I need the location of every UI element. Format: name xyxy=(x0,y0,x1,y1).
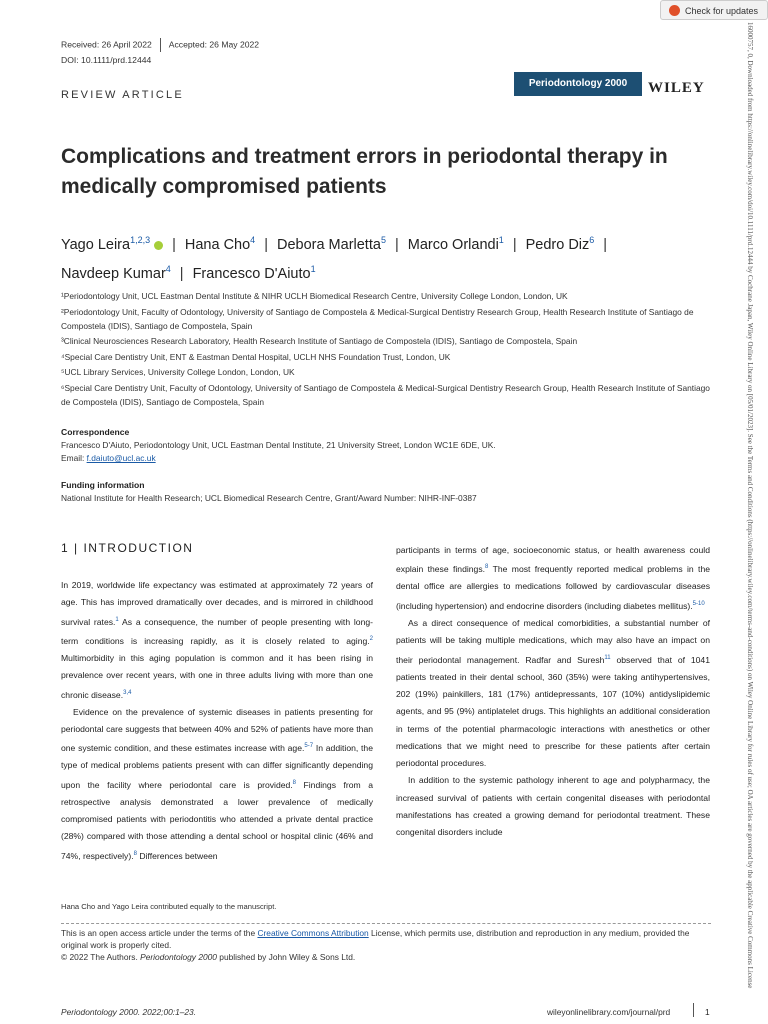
article-type: REVIEW ARTICLE xyxy=(61,89,184,101)
affiliation-item: ⁵UCL Library Services, University College London, London, UK xyxy=(61,367,295,377)
email-label: Email: xyxy=(61,453,87,463)
paragraph: In addition to the systemic pathology inherent to age and polypharmacy, the increased survival of patients with certain congenital diseases with periodontal manifestations has created a growing demand for periodontal treatment. These congenital disorders include xyxy=(396,775,710,838)
section-heading-introduction: 1 | INTRODUCTION xyxy=(61,541,194,555)
author-name: Francesco D'Aiuto xyxy=(192,265,311,282)
funding-heading: Funding information xyxy=(61,480,145,490)
author-affil[interactable]: 6 xyxy=(589,235,595,245)
funding-text: National Institute for Health Research; UCL Biomedical Research Centre, Grant/Award Number: NIHR-INF-0387 xyxy=(61,493,477,503)
paragraph: In 2019, worldwide life expectancy was estimated at approximately 72 years of age. This has improved dramatically over decades, and is mirrored in childhood survival rates.$^1$ As a consequence, the number of people presenting with long-term conditions is increasing rapidly, as it is closely related to aging.$^2$ Multimorbidity in this aging population is common and it has been rising in prevalence over recent years, with one in three adults living with more than one chronic disease.$^{3,4}$ xyxy=(61,580,373,700)
author-name: Yago Leira xyxy=(61,236,131,253)
author-list: Yago Leira$^{1,2,3}$ | Hana Cho$^4$ | Debora Marletta$^5$ | Marco Orlandi$^1$ | Pedro Diz$^6$ | Navdeep Kumar$^4$ | Francesco D'Aiuto$^1$ xyxy=(61,235,608,282)
author-name: Hana Cho xyxy=(184,236,251,253)
citation-link[interactable]: 1 xyxy=(115,616,119,623)
citation-link[interactable]: 8 xyxy=(133,850,137,857)
footer-divider xyxy=(693,1003,694,1017)
check-for-updates-button[interactable] xyxy=(660,0,768,20)
affiliation-item: ⁶Special Care Dentistry Unit, Faculty of Odontology, University of Santiago de Compostela & Medical-Surgical Dentistry Research Group, Health Research Institute of Santiago de Compostela (IDIS), Santiago de Compostela, Spain xyxy=(61,382,710,407)
author-affil[interactable]: 4 xyxy=(165,263,171,274)
citation-link[interactable]: 2 xyxy=(369,635,373,642)
correspondence xyxy=(61,426,711,465)
citation-link[interactable]: 3,4 xyxy=(123,689,132,696)
author-affil[interactable]: 1 xyxy=(310,263,316,274)
body-column-right xyxy=(396,542,710,842)
affiliations xyxy=(61,289,711,410)
author-name: Debora Marletta xyxy=(276,236,381,253)
affiliation-item: ⁴Special Care Dentistry Unit, ENT & Eastman Dental Hospital, UCLH NHS Foundation Trust, London, UK xyxy=(61,351,451,362)
received-date: Received: 26 April 2022 xyxy=(61,39,152,50)
crossmark-icon xyxy=(669,5,680,16)
correspondence-text: Francesco D'Aiuto, Periodontology Unit, UCL Eastman Dental Institute, 21 University Street, London WC1E 6DE, UK. xyxy=(61,440,496,450)
author-affil[interactable]: 1,2,3 xyxy=(130,235,151,245)
check-for-updates-label: Check for updates xyxy=(685,6,759,16)
footnote: Hana Cho and Yago Leira contributed equally to the manuscript. xyxy=(61,902,277,911)
correspondence-heading: Correspondence xyxy=(61,427,130,437)
paragraph: As a direct consequence of medical comorbidities, a substantial number of patients will be taking multiple medications, which may also have an impact on their periodontal management. Radfar and Suresh$^{11}$ observed that of 1041 patients treated in their dental school, 360 (35%) were taking antihypertensives, 202 (19%) painkillers, 181 (17%) antidepressants, 107 (10%) antidyslipidemic agents, and 95 (9%) antiplatelet drugs. This highlights an additional consideration in terms of the potential pharmacologic interactions with anesthetics or other medications that we might need to prescribe for these patients after certain periodontal procedures. xyxy=(396,617,710,769)
citation-link[interactable]: 5-7 xyxy=(304,743,314,750)
article-dates xyxy=(61,38,259,52)
paragraph: Evidence on the prevalence of systemic diseases in patients presenting for periodontal care suggests that between 40% and 52% of patients have more than one systemic condition, and these estimates increase with age.$^{5-7}$ In addition, the type of medical problems patients present with can differ significantly depending upon the facility where periodontal care is provided.$^8$ Findings from a retrospective analysis demonstrated a lower prevalence of medically compromised patients with periodontitis who attended a private dental practice (28%) compared with those attending a dental school or hospital clinic (46% and 74%, respectively).$^8$ Differences between xyxy=(61,706,373,861)
journal-name: Periodontology 2000 xyxy=(140,952,217,962)
journal-badge[interactable]: Periodontology 2000 xyxy=(514,72,642,96)
affiliation-item: ¹Periodontology Unit, UCL Eastman Dental Institute & NIHR UCLH Biomedical Research Centre, University College London, London, UK xyxy=(61,291,568,301)
doi: DOI: 10.1111/prd.12444 xyxy=(61,55,152,65)
citation-link[interactable]: 11 xyxy=(604,654,611,661)
footer-citation: Periodontology 2000. 2022;00:1–23. xyxy=(61,1007,197,1017)
license-notice: This is an open access article under the terms of the Creative Commons Attribution License, which permits use, distribution and reproduction in any medium, provided the original work is properly cited. © 2022 The Authors. Periodontology 2000 published by John Wiley & Sons Ltd. xyxy=(61,928,690,962)
title-line-1: Complications and treatment errors in periodontal therapy in xyxy=(61,145,668,168)
funding xyxy=(61,479,711,505)
article-title xyxy=(61,142,711,202)
affiliation-item: ²Periodontology Unit, Faculty of Odontology, University of Santiago de Compostela & Medical-Surgical Dentistry Research Group, Health Research Institute of Santiago de Compostela (IDIS), Santiago de Compostela, Spain xyxy=(61,306,694,331)
citation-link[interactable]: 5-10 xyxy=(692,600,705,607)
citation-link[interactable]: 8 xyxy=(292,779,297,786)
paragraph: participants in terms of age, socioeconomic status, or health awareness could explain these findings.$^8$ The most frequently reported medical problems in the dental office are allergies to medications followed by cardiovascular diseases (including hypertension) and endocrine disorders (including diabetes mellitus).$^{5-10}$ xyxy=(396,545,711,611)
author-name: Navdeep Kumar xyxy=(61,265,166,282)
author-name: Marco Orlandi xyxy=(407,236,499,253)
citation-link[interactable]: 8 xyxy=(485,564,489,571)
page-number: 1 xyxy=(705,1007,710,1017)
accepted-date: Accepted: 26 May 2022 xyxy=(168,39,260,50)
footer-url[interactable]: wileyonlinelibrary.com/journal/prd xyxy=(547,1007,671,1017)
author-affil[interactable]: 5 xyxy=(380,235,386,245)
download-notice xyxy=(742,22,756,1022)
email-link[interactable]: f.daiuto@ucl.ac.uk xyxy=(86,453,156,463)
divider xyxy=(61,923,711,924)
download-notice-text: 16000757, 0, Downloaded from https://onlinelibrary.wiley.com/doi/10.1111/prd.12444 by Cochrane Japan, Wiley Online Library on [05/01/2023]. See the Terms and Conditions (https://onlinelibrary.wiley.com/terms-and-conditions) on Wiley Online Library for rules of use; OA articles are governed by the applicable Creative Commons License xyxy=(746,22,754,989)
orcid-icon[interactable] xyxy=(154,241,163,250)
author-name: Pedro Diz xyxy=(525,236,590,253)
title-line-2: medically compromised patients xyxy=(61,175,387,198)
publisher-logo: WILEY xyxy=(648,80,705,96)
cc-license-link[interactable]: Creative Commons Attribution xyxy=(257,928,369,938)
author-affil[interactable]: 1 xyxy=(498,235,504,245)
author-affil[interactable]: 4 xyxy=(250,235,256,245)
body-column-left xyxy=(61,577,373,865)
affiliation-item: ³Clinical Neurosciences Research Laboratory, Health Research Institute of Santiago de Compostela (IDIS), Santiago de Compostela, Spain xyxy=(61,336,578,346)
